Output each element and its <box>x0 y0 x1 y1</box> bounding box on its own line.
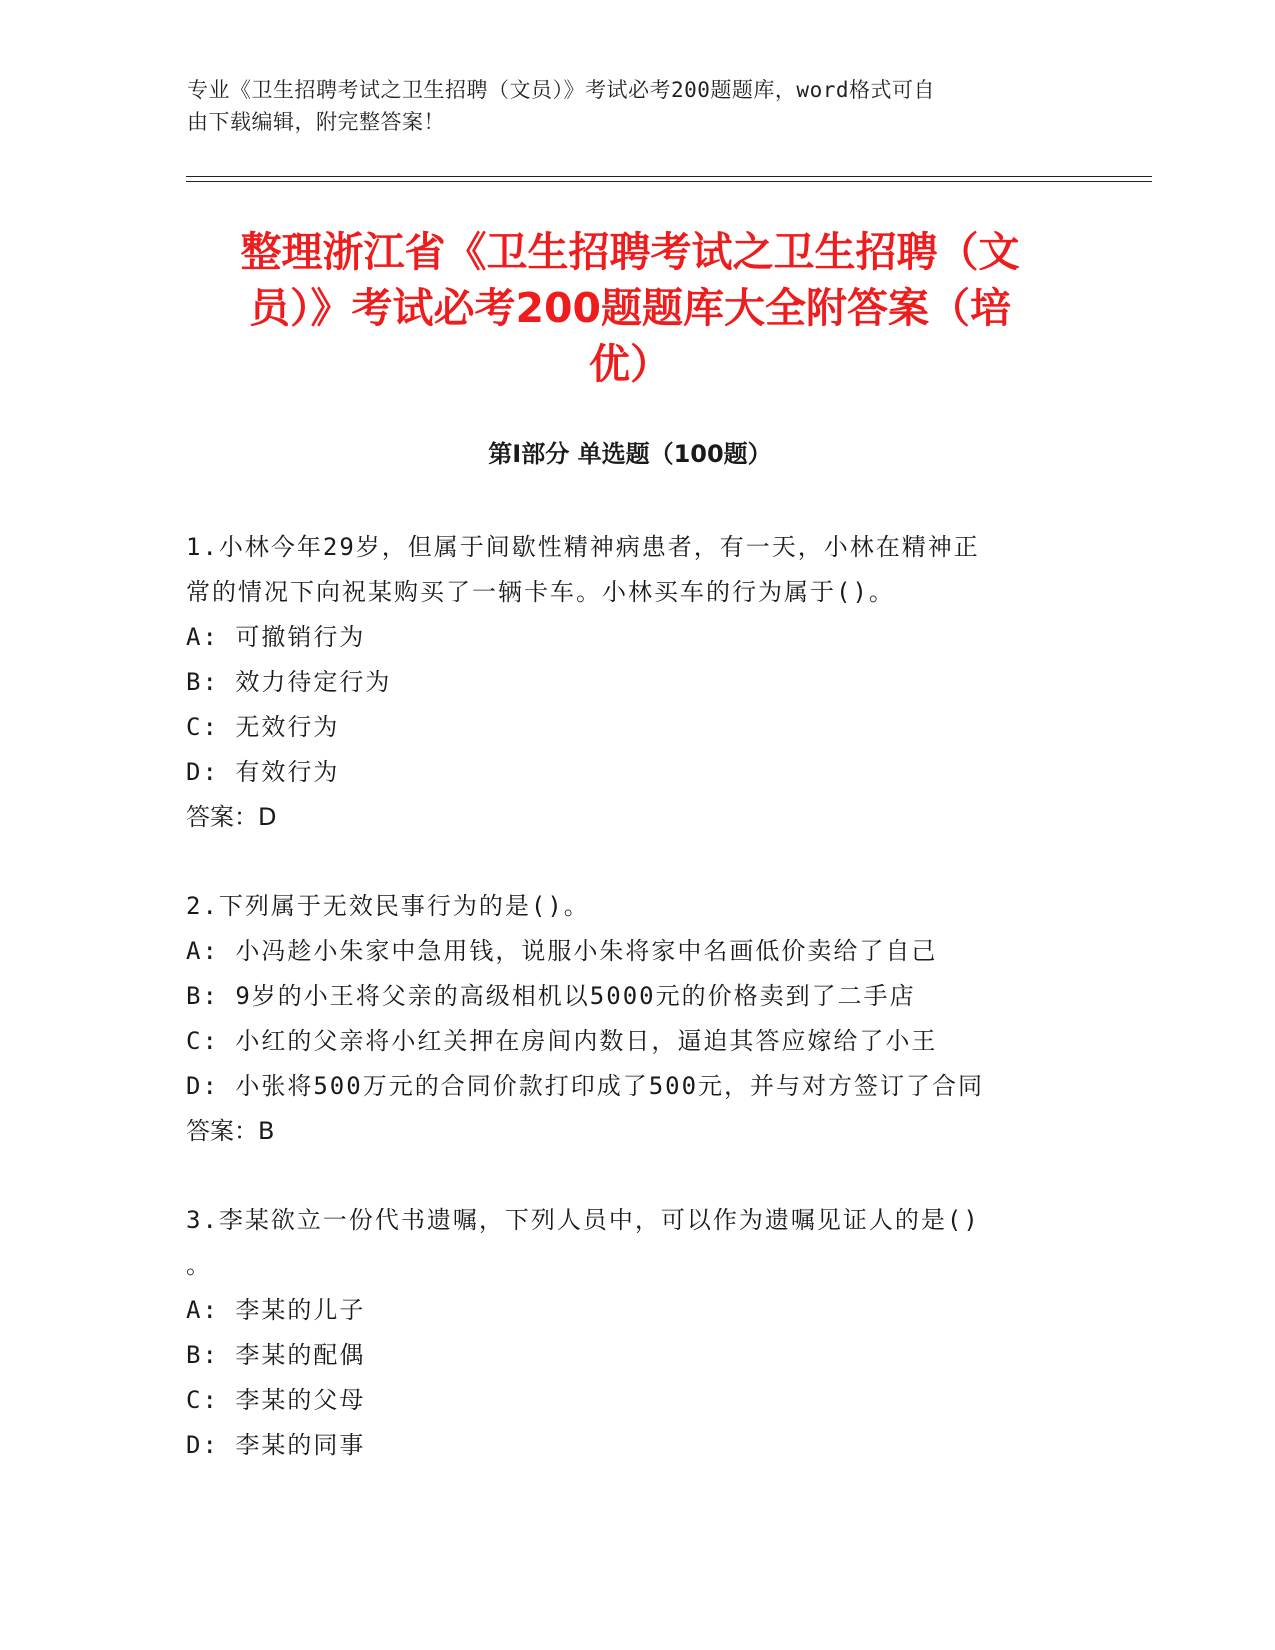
document-title <box>180 224 1080 392</box>
question-2 <box>186 884 1081 1154</box>
option-c: C: 李某的父母 <box>186 1386 366 1414</box>
option-a: A: 李某的儿子 <box>186 1296 366 1324</box>
header-note <box>187 74 1067 138</box>
answer: 答案：D <box>186 803 277 831</box>
header-divider-top <box>186 176 1152 177</box>
answer: 答案：B <box>186 1117 275 1145</box>
option-a: A: 小冯趁小朱家中急用钱，说服小朱将家中名画低价卖给了自己 <box>186 937 938 965</box>
document-title-line-1: 整理浙江省《卫生招聘考试之卫生招聘（文 <box>240 228 1020 276</box>
header-note-line-1: 专业《卫生招聘考试之卫生招聘（文员）》考试必考200题题库，word格式可自 <box>187 78 935 102</box>
option-b: B: 效力待定行为 <box>186 668 392 696</box>
header-divider-bottom <box>186 181 1152 182</box>
option-b: B: 9岁的小王将父亲的高级相机以5000元的价格卖到了二手店 <box>186 982 916 1010</box>
option-c: C: 小红的父亲将小红关押在房间内数日，逼迫其答应嫁给了小王 <box>186 1027 938 1055</box>
option-a: A: 可撤销行为 <box>186 623 366 651</box>
section-title: 第Ⅰ部分 单选题（100题） <box>488 440 772 468</box>
question-stem-line: 3.李某欲立一份代书遗嘱，下列人员中，可以作为遗嘱见证人的是() <box>186 1206 980 1234</box>
question-stem-line: 1.小林今年29岁，但属于间歇性精神病患者，有一天，小林在精神正 <box>186 533 980 561</box>
question-1 <box>186 525 1081 840</box>
document-title-line-3: 优） <box>589 340 671 388</box>
header-note-line-2: 由下载编辑，附完整答案！ <box>187 110 445 134</box>
question-stem-line: 2.下列属于无效民事行为的是()。 <box>186 892 590 920</box>
option-c: C: 无效行为 <box>186 713 340 741</box>
option-d: D: 有效行为 <box>186 758 340 786</box>
document-title-line-2: 员）》考试必考200题题库大全附答案（培 <box>248 284 1012 332</box>
option-d: D: 小张将500万元的合同价款打印成了500元，并与对方签订了合同 <box>186 1072 985 1100</box>
question-list <box>186 525 1081 1512</box>
question-stem-line: 。 <box>186 1251 212 1279</box>
question-stem-line: 常的情况下向祝某购买了一辆卡车。小林买车的行为属于()。 <box>186 578 895 606</box>
question-3 <box>186 1198 1081 1468</box>
option-b: B: 李某的配偶 <box>186 1341 366 1369</box>
option-d: D: 李某的同事 <box>186 1431 366 1459</box>
